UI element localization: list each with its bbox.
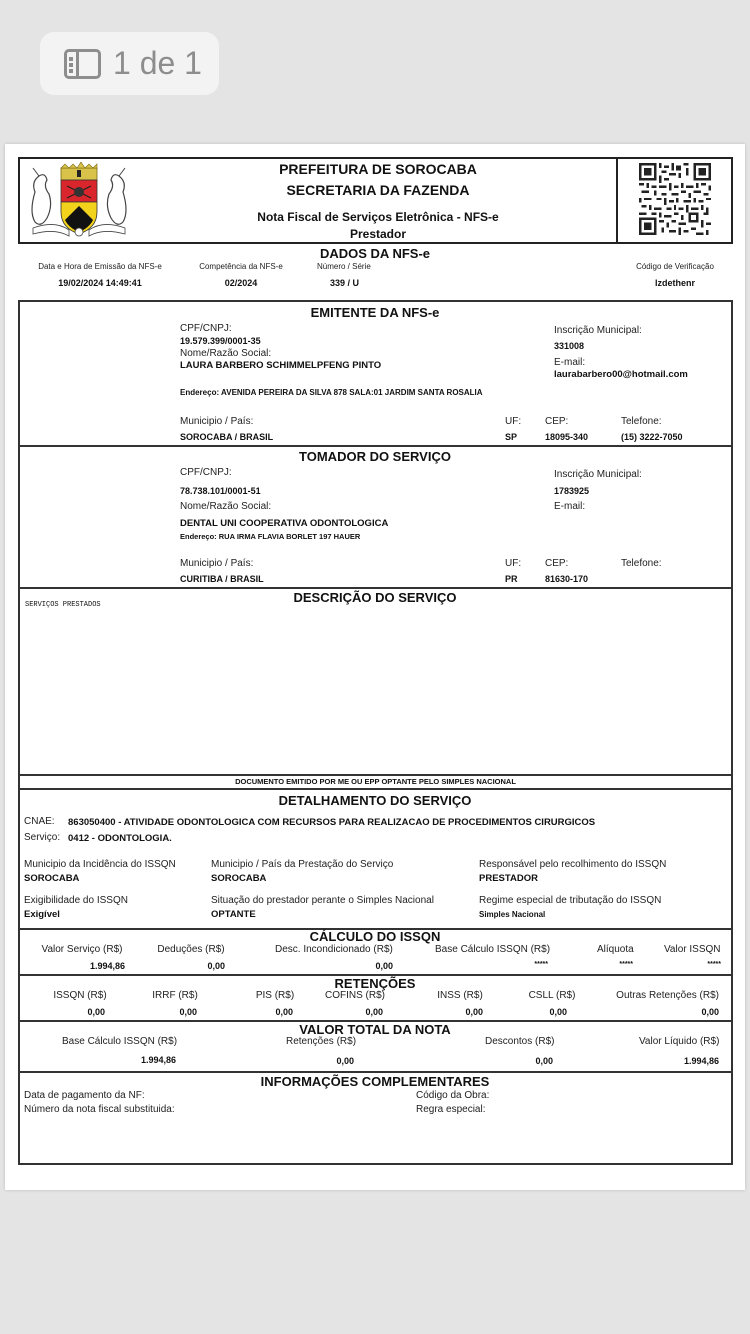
total-col-label: Valor Líquido (R$)	[639, 1036, 720, 1047]
prestacao-value: SOROCABA	[211, 873, 267, 884]
regra-label: Regra especial:	[416, 1104, 486, 1115]
ret-col-label: IRRF (R$)	[152, 990, 198, 1001]
total-title: VALOR TOTAL DA NOTA	[299, 1022, 451, 1037]
qr-code-icon	[639, 163, 711, 235]
emitente-municipio-value: SOROCABA / BRASIL	[180, 432, 274, 442]
simples-notice: DOCUMENTO EMITIDO POR ME OU EPP OPTANTE PELO SIMPLES NACIONAL	[235, 777, 516, 786]
total-col-value: 0,00	[535, 1056, 553, 1066]
dados-title: DADOS DA NFS-e	[319, 246, 431, 261]
ret-col-value: 0,00	[365, 1007, 383, 1017]
tomador-im-label: Inscrição Municipal:	[554, 469, 642, 480]
emitente-im-label: Inscrição Municipal:	[554, 325, 642, 336]
tomador-email-label: E-mail:	[554, 501, 586, 512]
detalhamento-title: DETALHAMENTO DO SERVIÇO	[278, 793, 472, 808]
tomador-nome-label: Nome/Razão Social:	[180, 501, 272, 512]
emitente-nome-value: LAURA BARBERO SCHIMMELPFENG PINTO	[180, 360, 382, 371]
prestacao-label: Municipio / País da Prestação do Serviço	[211, 859, 394, 870]
divider	[18, 1071, 733, 1073]
ret-col-value: 0,00	[275, 1007, 293, 1017]
emissao-label: Data e Hora de Emissão da NFS-e	[38, 262, 162, 271]
tomador-title: TOMADOR DO SERVIÇO	[299, 449, 451, 464]
numero-label: Número / Série	[317, 262, 371, 271]
emitente-telefone-label: Telefone:	[621, 416, 662, 427]
incidencia-label: Municipio da Incidência do ISSQN	[24, 859, 176, 870]
nfse-document	[5, 144, 745, 1190]
emitente-title: EMITENTE DA NFS-e	[310, 305, 440, 320]
codigo-value: lzdethenr	[654, 278, 695, 288]
calc-col-label: Alíquota	[597, 944, 634, 955]
numero-value: 339 / U	[330, 278, 360, 288]
emitente-uf-label: UF:	[505, 416, 522, 427]
divider	[18, 788, 733, 790]
total-col-value: 1.994,86	[683, 1056, 719, 1066]
divider	[18, 445, 733, 447]
competencia-value: 02/2024	[224, 278, 258, 288]
calc-col-value: *****	[534, 961, 548, 968]
ret-col-value: 0,00	[87, 1007, 105, 1017]
emissao-value: 19/02/2024 14:49:41	[58, 278, 142, 288]
tomador-cep-value: 81630-170	[545, 574, 589, 584]
emitente-email-label: E-mail:	[554, 357, 586, 368]
ret-col-value: 0,00	[179, 1007, 197, 1017]
total-col-label: Base Cálculo ISSQN (R$)	[62, 1036, 178, 1047]
ret-col-label: COFINS (R$)	[325, 990, 385, 1001]
tomador-municipio-value: CURITIBA / BRASIL	[180, 574, 264, 584]
ret-col-label: INSS (R$)	[437, 990, 483, 1001]
divider	[18, 774, 733, 776]
ret-col-value: 0,00	[465, 1007, 483, 1017]
complementares-title: INFORMAÇÕES COMPLEMENTARES	[260, 1074, 490, 1089]
emitente-cep-label: CEP:	[545, 416, 569, 427]
tomador-cpf-label: CPF/CNPJ:	[180, 467, 232, 478]
divider	[18, 587, 733, 589]
header-secretaria: SECRETARIA DA FAZENDA	[286, 182, 470, 198]
pagamento-label: Data de pagamento da NF:	[24, 1090, 145, 1101]
substituida-label: Número da nota fiscal substituida:	[24, 1104, 175, 1115]
tomador-cpf-value: 78.738.101/0001-51	[180, 486, 261, 496]
incidencia-value: SOROCABA	[24, 873, 80, 884]
servico-label: Serviço:	[24, 832, 61, 843]
exigibilidade-value: Exigível	[24, 909, 60, 920]
exigibilidade-label: Exigibilidade do ISSQN	[24, 895, 128, 906]
ret-col-label: Outras Retenções (R$)	[616, 990, 719, 1001]
emitente-cpf-label: CPF/CNPJ:	[180, 323, 232, 334]
calc-col-value: 1.994,86	[89, 961, 125, 971]
emitente-municipio-label: Municipio / País:	[180, 416, 254, 427]
tomador-uf-value: PR	[505, 574, 518, 584]
total-col-value: 0,00	[336, 1056, 354, 1066]
calc-col-label: Deduções (R$)	[157, 944, 225, 955]
ret-col-label: PIS (R$)	[255, 990, 295, 1001]
calc-col-label: Desc. Incondicionado (R$)	[275, 944, 393, 955]
header-nfse-title: Nota Fiscal de Serviços Eletrônica - NFS-e	[257, 210, 499, 224]
ret-col-label: CSLL (R$)	[528, 990, 576, 1001]
responsavel-value: PRESTADOR	[479, 873, 538, 884]
servico-value: 0412 - ODONTOLOGIA.	[68, 833, 172, 844]
emitente-im-value: 331008	[554, 341, 585, 351]
obra-label: Código da Obra:	[416, 1090, 490, 1101]
page-indicator[interactable]	[40, 32, 219, 95]
total-col-value: 1.994,86	[140, 1055, 176, 1065]
tomador-im-value: 1783925	[554, 486, 590, 496]
calc-col-value: 0,00	[207, 961, 225, 971]
tomador-telefone-label: Telefone:	[621, 558, 662, 569]
calculo-title: CÁLCULO DO ISSQN	[309, 929, 441, 944]
coat-of-arms-icon	[25, 162, 133, 240]
situacao-label: Situação do prestador perante o Simples Nacional	[211, 895, 434, 906]
situacao-value: OPTANTE	[211, 909, 256, 920]
header-prefeitura: PREFEITURA DE SOROCABA	[279, 161, 477, 177]
emitente-nome-label: Nome/Razão Social:	[180, 348, 272, 359]
page-count: 1 de 1	[113, 45, 202, 81]
responsavel-label: Responsável pelo recolhimento do ISSQN	[479, 859, 667, 870]
ret-col-label: ISSQN (R$)	[53, 990, 107, 1001]
calc-col-value: *****	[707, 961, 721, 968]
descricao-title: DESCRIÇÃO DO SERVIÇO	[293, 590, 457, 605]
regime-value: Simples Nacional	[479, 910, 546, 919]
emitente-endereco: Endereço: AVENIDA PEREIRA DA SILVA 878 SALA:01 JARDIM SANTA ROSALIA	[180, 388, 483, 397]
competencia-label: Competência da NFS-e	[199, 262, 283, 271]
calc-col-value: *****	[619, 961, 633, 968]
calc-col-label: Base Cálculo ISSQN (R$)	[435, 944, 551, 955]
retencoes-title: RETENÇÕES	[334, 976, 416, 991]
tomador-endereco: Endereço: RUA IRMA FLAVIA BORLET 197 HAUER	[180, 532, 361, 541]
emitente-email-value: laurabarbero00@hotmail.com	[554, 369, 688, 380]
calc-col-label: Valor Serviço (R$)	[41, 944, 123, 955]
ret-col-value: 0,00	[549, 1007, 567, 1017]
tomador-uf-label: UF:	[505, 558, 522, 569]
cnae-value: 863050400 - ATIVIDADE ODONTOLOGICA COM RECURSOS PARA REALIZACAO DE PROCEDIMENTOS CIRURGICOS	[68, 817, 596, 828]
emitente-cep-value: 18095-340	[545, 432, 589, 442]
tomador-nome-value: DENTAL UNI COOPERATIVA ODONTOLOGICA	[180, 518, 389, 529]
codigo-label: Código de Verificação	[636, 262, 714, 271]
total-col-label: Retenções (R$)	[286, 1036, 357, 1047]
emitente-telefone-value: (15) 3222-7050	[621, 432, 683, 442]
ret-col-value: 0,00	[701, 1007, 719, 1017]
sidebar-icon	[64, 49, 101, 79]
calc-col-value: 0,00	[375, 961, 393, 971]
total-col-label: Descontos (R$)	[485, 1036, 555, 1047]
header-prestador: Prestador	[349, 227, 407, 241]
emitente-uf-value: SP	[505, 432, 518, 442]
descricao-text: SERVIÇOS PRESTADOS	[25, 601, 101, 609]
regime-label: Regime especial de tributação do ISSQN	[479, 895, 662, 906]
tomador-municipio-label: Municipio / País:	[180, 558, 254, 569]
calc-col-label: Valor ISSQN	[664, 944, 721, 955]
tomador-cep-label: CEP:	[545, 558, 569, 569]
cnae-label: CNAE:	[24, 816, 55, 827]
emitente-cpf-value: 19.579.399/0001-35	[180, 336, 261, 346]
